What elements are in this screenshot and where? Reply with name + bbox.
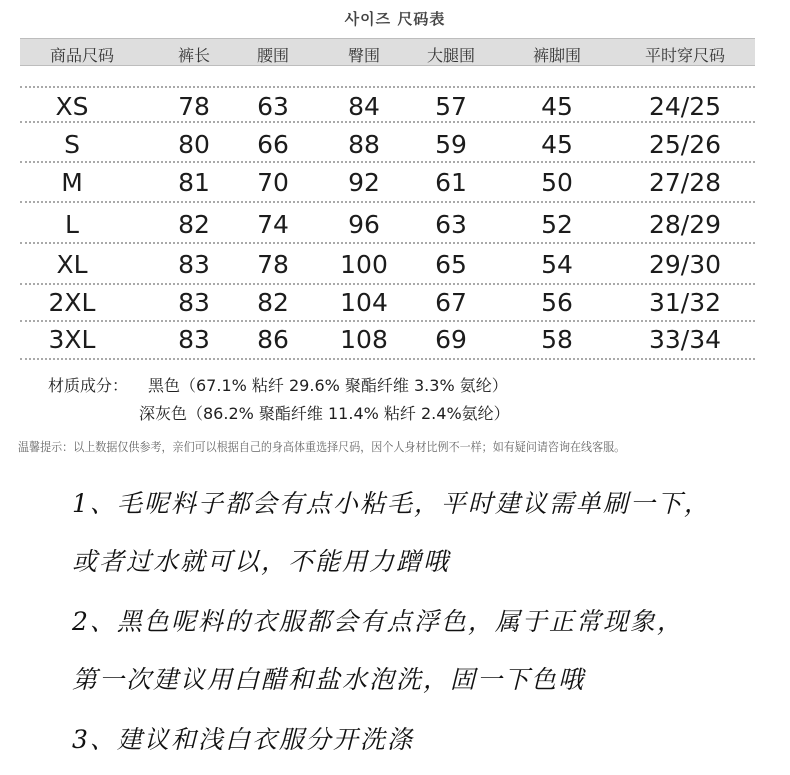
table-cell: 45 <box>541 92 573 121</box>
table-divider <box>20 86 755 88</box>
size-label: S <box>64 130 80 159</box>
row-divider <box>20 201 755 203</box>
table-cell: 83 <box>178 325 210 354</box>
table-cell: 65 <box>435 250 467 279</box>
size-label: 3XL <box>48 325 96 354</box>
table-cell: 84 <box>348 92 380 121</box>
table-cell: 31/32 <box>648 288 722 317</box>
table-cell: 66 <box>257 130 289 159</box>
table-cell: 25/26 <box>648 130 722 159</box>
row-divider <box>20 121 755 123</box>
table-cell: 78 <box>178 92 210 121</box>
material-label: 材质成分： <box>48 376 129 395</box>
care-note-1: 1、毛呢料子都会有点小粘毛，平时建议需单刷一下， <box>72 489 711 518</box>
table-cell: 52 <box>541 210 573 239</box>
size-label: L <box>65 210 79 239</box>
care-note-2-cont: 第一次建议用白醋和盐水泡洗，固一下色哦 <box>72 665 586 694</box>
table-cell: 69 <box>435 325 467 354</box>
table-cell: 96 <box>348 210 380 239</box>
table-cell: 63 <box>257 92 289 121</box>
table-cell: 45 <box>541 130 573 159</box>
size-label: XL <box>56 250 88 279</box>
material-dark-gray: 深灰色（86.2% 聚酯纤维 11.4% 粘纤 2.4%氨纶） <box>139 404 510 423</box>
care-note-3: 3、建议和浅白衣服分开洗涤 <box>72 725 414 754</box>
table-cell: 104 <box>340 288 388 317</box>
table-cell: 27/28 <box>648 168 722 197</box>
table-cell: 100 <box>340 250 388 279</box>
table-cell: 83 <box>178 288 210 317</box>
table-cell: 70 <box>257 168 289 197</box>
table-cell: 67 <box>435 288 467 317</box>
table-cell: 56 <box>541 288 573 317</box>
material-black: 黑色（67.1% 粘纤 29.6% 聚酯纤维 3.3% 氨纶） <box>148 376 508 395</box>
row-divider <box>20 358 755 360</box>
table-cell: 63 <box>435 210 467 239</box>
header-thigh: 大腿围 <box>426 46 476 65</box>
header-waist: 腰围 <box>256 46 290 65</box>
table-cell: 24/25 <box>648 92 722 121</box>
table-cell: 58 <box>541 325 573 354</box>
header-size: 商品尺码 <box>49 46 115 65</box>
table-cell: 33/34 <box>648 325 722 354</box>
table-cell: 88 <box>348 130 380 159</box>
size-label: XS <box>55 92 89 121</box>
header-usual-size: 平时穿尺码 <box>644 46 726 65</box>
table-cell: 28/29 <box>648 210 722 239</box>
size-table-header <box>20 38 755 66</box>
row-divider <box>20 161 755 163</box>
table-cell: 82 <box>178 210 210 239</box>
table-cell: 82 <box>257 288 289 317</box>
table-cell: 59 <box>435 130 467 159</box>
table-cell: 61 <box>435 168 467 197</box>
care-note-1-cont: 或者过水就可以，不能用力蹭哦 <box>72 547 451 576</box>
size-label: 2XL <box>48 288 96 317</box>
header-length: 裤长 <box>177 46 211 65</box>
header-hip: 臀围 <box>347 46 381 65</box>
warm-tip: 温馨提示：以上数据仅供参考，亲们可以根据自己的身高体重选择尺码，因个人身材比例不一样；如有疑问请咨询在线客服。 <box>18 440 626 454</box>
table-cell: 54 <box>541 250 573 279</box>
row-divider <box>20 283 755 285</box>
table-cell: 78 <box>257 250 289 279</box>
table-cell: 86 <box>257 325 289 354</box>
row-divider <box>20 242 755 244</box>
table-cell: 81 <box>178 168 210 197</box>
table-cell: 92 <box>348 168 380 197</box>
table-cell: 83 <box>178 250 210 279</box>
row-divider <box>20 320 755 322</box>
table-cell: 29/30 <box>648 250 722 279</box>
care-note-2: 2、黑色呢料的衣服都会有点浮色，属于正常现象， <box>72 607 684 636</box>
table-cell: 74 <box>257 210 289 239</box>
page-title: 사이즈 尺码表 <box>344 10 446 28</box>
table-cell: 50 <box>541 168 573 197</box>
header-leg-opening: 裤脚围 <box>532 46 582 65</box>
size-label: M <box>61 168 83 197</box>
table-cell: 108 <box>340 325 388 354</box>
table-cell: 57 <box>435 92 467 121</box>
table-cell: 80 <box>178 130 210 159</box>
